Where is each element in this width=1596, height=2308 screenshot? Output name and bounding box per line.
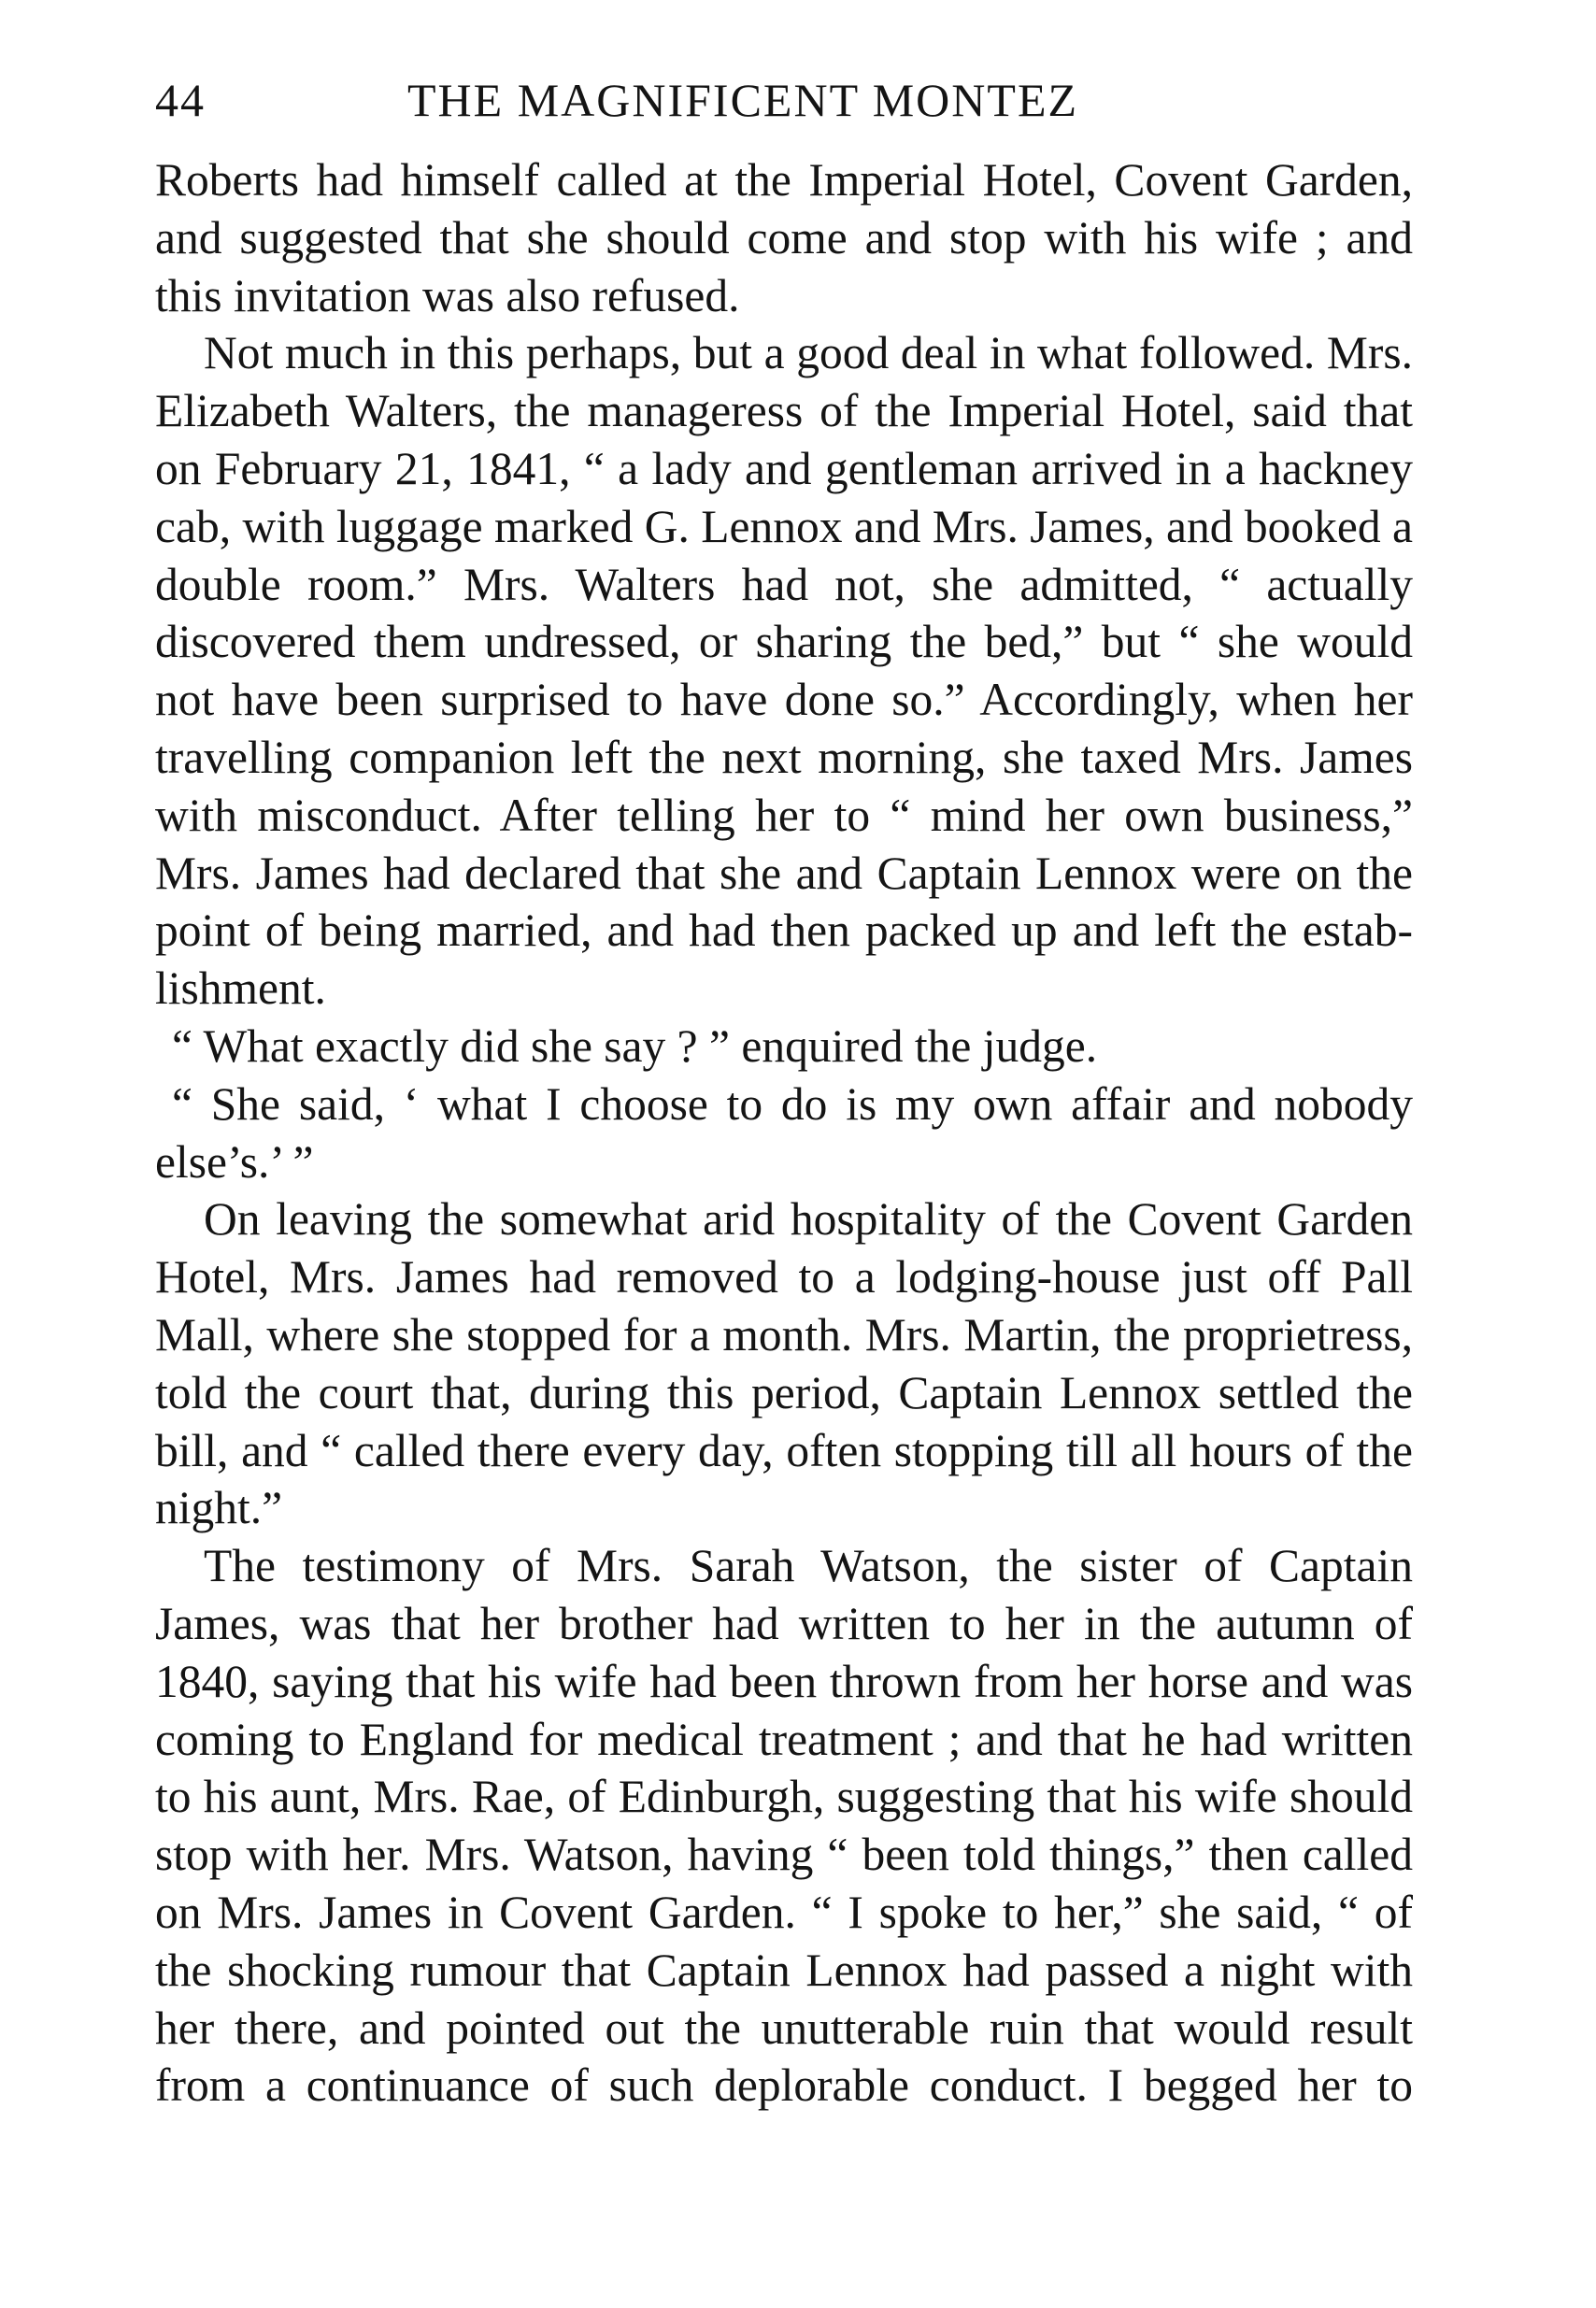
paragraph-lodging-house: On leaving the somewhat arid hospitality of the Covent Garden Hotel, Mrs. James had removed to a lodging-house just off Pall Mall, where she stopped for a month. Mrs. Martin, the proprietress, told the court that, during this period, Captain Lennox settled the bill, and “ called there every day, often stopping till all hours of the night.” bbox=[155, 1193, 1413, 1534]
body-text bbox=[155, 151, 1413, 2115]
page-number: 44 bbox=[155, 74, 206, 126]
paragraph-continuation: Roberts had himself called at the Imperial Hotel, Covent Garden, and suggested that she should come and stop with his wife ; and this invitation was also refused. bbox=[155, 154, 1413, 321]
paragraph-judge-question: “ What exactly did she say ? ” enquired the judge. bbox=[172, 1019, 1098, 1072]
paragraph-watson-testimony: The testimony of Mrs. Sarah Watson, the sister of Captain James, was that her brother had written to her in the autumn of 1840, saying that his wife had been thrown from her horse and was coming to England for medical treatment ; and that he had written to his aunt, Mrs. Rae, of Edinburgh, suggesting that his wife should stop with her. Mrs. Watson, having “ been told things,” then called on Mrs. James in Covent Garden. “ I spoke to her,” she said, “ of the shocking rumour that Captain Lennox had passed a night with her there, and pointed out the unutterable ruin that would result from a continuance of such deplorable conduct. I begged her to bbox=[155, 1540, 1413, 2112]
paragraph-answer: “ She said, ‘ what I choose to do is my own affair and nobody else’s.’ ” bbox=[155, 1077, 1413, 1188]
paragraph-hotel-testimony: Not much in this perhaps, but a good deal in what followed. Mrs. Elizabeth Walters, the manageress of the Imperial Hotel, said that on February 21, 1841, “ a lady and gentleman arrived in a hackney cab, with luggage marked G. Lennox and Mrs. James, and booked a double room.” Mrs. Walters had not, she admitted, “ actually discovered them undressed, or sharing the bed,” but “ she would not have been surprised to have done so.” Accordingly, when her travelling companion left the next morning, she taxed Mrs. James with misconduct. After telling her to “ mind her own business,” Mrs. James had declared that she and Captain Lennox were on the point of being married, and had then packed up and left the establishment. bbox=[155, 327, 1413, 1015]
page-header bbox=[155, 73, 1413, 138]
running-title: THE MAGNIFICENT MONTEZ bbox=[407, 74, 1079, 126]
